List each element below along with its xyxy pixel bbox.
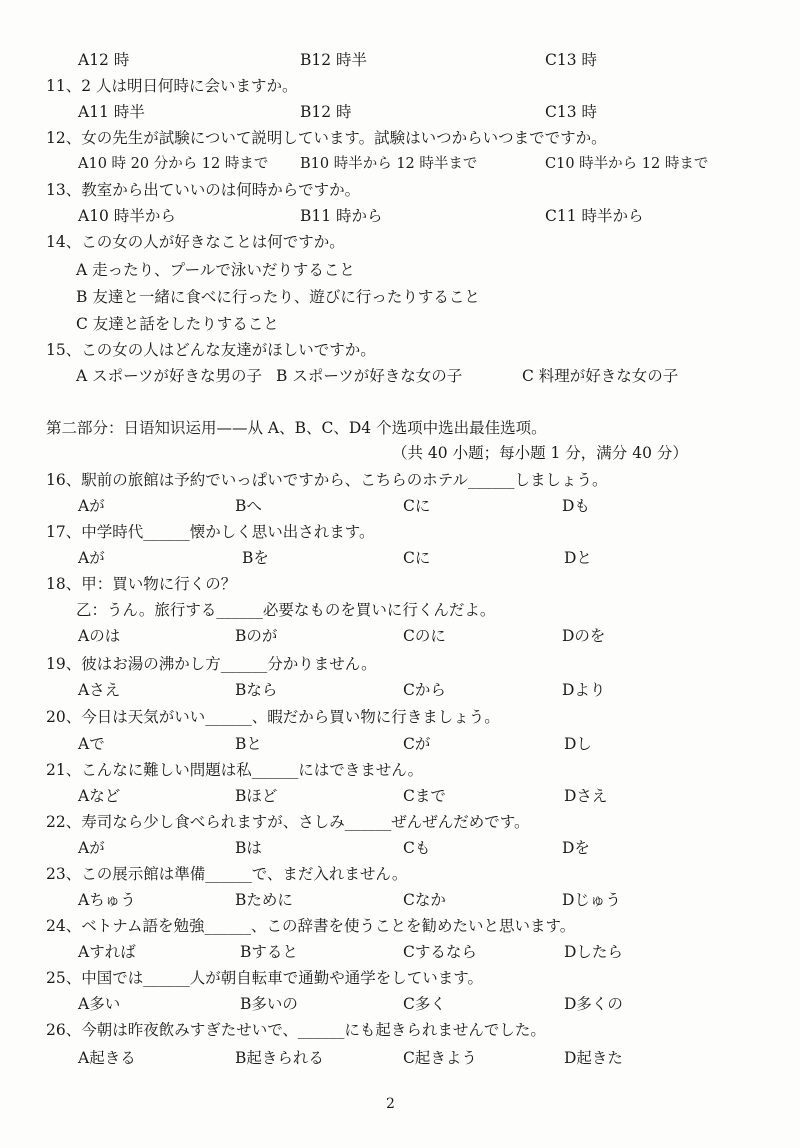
- option-b: B多いの: [240, 995, 298, 1013]
- option-b: B10 時半から 12 時半まで: [300, 156, 478, 172]
- option-d: D起きた: [564, 1049, 623, 1067]
- option-a: A 走ったり、プールで泳いだりすること: [76, 261, 355, 279]
- option-c: C 料理が好きな女の子: [522, 367, 679, 385]
- option-a: A スポーツが好きな男の子: [76, 367, 263, 385]
- option-b: Bと: [235, 735, 262, 753]
- option-d: D多くの: [564, 995, 623, 1013]
- option-a: A10 時半から: [78, 207, 176, 225]
- option-c: Cのに: [403, 627, 446, 645]
- option-b: Bは: [235, 839, 262, 857]
- section-note: （共 40 小题；每小题 1 分，满分 40 分）: [392, 444, 688, 462]
- option-d: Dと: [564, 549, 592, 567]
- option-c: Cに: [403, 497, 431, 515]
- question-13: 13、教室から出ていいのは何時からですか。: [46, 181, 361, 199]
- option-d: Dし: [564, 735, 592, 753]
- question-15: 15、この女の人はどんな友達がほしいですか。: [46, 341, 376, 359]
- option-a: Aのは: [78, 627, 121, 645]
- question-16: 16、駅前の旅館は予約でいっぱいですから、こちらのホテル______しましょう。: [46, 471, 608, 489]
- option-d: Dじゅう: [562, 891, 621, 909]
- option-a: Aが: [78, 497, 105, 515]
- option-c: C13 時: [545, 51, 598, 69]
- option-d: Dさえ: [564, 787, 608, 805]
- option-b: Bなら: [235, 681, 278, 699]
- option-b: B12 時半: [300, 51, 368, 69]
- question-19: 19、彼はお湯の沸かし方______分かりません。: [46, 655, 377, 673]
- option-b: B スポーツが好きな女の子: [276, 367, 463, 385]
- question-18-line2: 乙：うん。旅行する______必要なものを買いに行くんだよ。: [76, 601, 496, 619]
- question-12: 12、女の先生が試験について説明しています。試験はいつからいつまでですか。: [46, 129, 607, 147]
- question-23: 23、この展示館は準備______で、まだ入れません。: [46, 865, 408, 883]
- option-d: Dも: [562, 497, 590, 515]
- page-number: 2: [386, 1096, 395, 1112]
- question-21: 21、こんなに難しい問題は私______にはできません。: [46, 761, 424, 779]
- option-a: Aちゅう: [78, 891, 136, 909]
- option-a: A12 時: [78, 51, 130, 69]
- option-b: B12 時: [300, 103, 352, 121]
- option-a: Aなど: [78, 787, 121, 805]
- option-c: Cまで: [403, 787, 446, 805]
- option-a: A10 時 20 分から 12 時まで: [78, 156, 269, 172]
- option-d: Dのを: [562, 627, 606, 645]
- option-d: Dより: [562, 681, 606, 699]
- option-b: Bのが: [235, 627, 278, 645]
- option-b: Bを: [242, 549, 269, 567]
- option-d: Dしたら: [564, 943, 623, 961]
- option-c: C多く: [403, 995, 446, 1013]
- question-18: 18、甲：買い物に行くの？: [46, 575, 237, 593]
- option-b: B起きられる: [235, 1049, 324, 1067]
- option-b: Bへ: [235, 497, 262, 515]
- option-c: Cから: [403, 681, 446, 699]
- option-b: Bほど: [235, 787, 278, 805]
- question-24: 24、ベトナム語を勉強______、この辞書を使うことを勧めたいと思います。: [46, 917, 576, 935]
- question-14: 14、この女の人が好きなことは何ですか。: [46, 233, 345, 251]
- option-c: C13 時: [545, 103, 598, 121]
- option-a: A多い: [78, 995, 121, 1013]
- option-d: Dを: [562, 839, 590, 857]
- option-a: Aで: [78, 735, 105, 753]
- option-a: Aすれば: [78, 943, 136, 961]
- option-a: A起きる: [78, 1049, 136, 1067]
- question-22: 22、寿司なら少し食べられますが、さしみ______ぜんぜんだめです。: [46, 813, 530, 831]
- option-a: Aさえ: [78, 681, 121, 699]
- question-17: 17、中学時代______懐かしく思い出されます。: [46, 523, 375, 541]
- option-b: B 友達と一緒に食べに行ったり、遊びに行ったりすること: [76, 288, 480, 306]
- question-11: 11、2 人は明日何時に会いますか。: [46, 77, 298, 95]
- option-c: C10 時半から 12 時まで: [545, 156, 709, 172]
- option-c: C11 時半から: [545, 207, 644, 225]
- option-c: C 友達と話をしたりすること: [76, 315, 279, 333]
- option-c: Cも: [403, 839, 431, 857]
- question-25: 25、中国では______人が朝自転車で通勤や通学をしています。: [46, 969, 483, 987]
- option-c: Cするなら: [403, 943, 477, 961]
- option-c: Cに: [403, 549, 431, 567]
- question-20: 20、今日は天気がいい______、暇だから買い物に行きましょう。: [46, 708, 500, 726]
- option-b: B11 時から: [300, 207, 383, 225]
- option-c: Cなか: [403, 891, 446, 909]
- option-c: C起きよう: [403, 1049, 477, 1067]
- option-c: Cが: [403, 735, 431, 753]
- section-heading: 第二部分：日语知识运用——从 A、B、C、D4 个选项中选出最佳选项。: [46, 419, 547, 437]
- option-a: Aが: [78, 549, 105, 567]
- option-b: Bすると: [240, 943, 298, 961]
- option-b: Bために: [235, 891, 293, 909]
- option-a: A11 時半: [78, 103, 145, 121]
- question-26: 26、今朝は昨夜飲みすぎたせいで、______にも起きられませんでした。: [46, 1021, 546, 1039]
- option-a: Aが: [78, 839, 105, 857]
